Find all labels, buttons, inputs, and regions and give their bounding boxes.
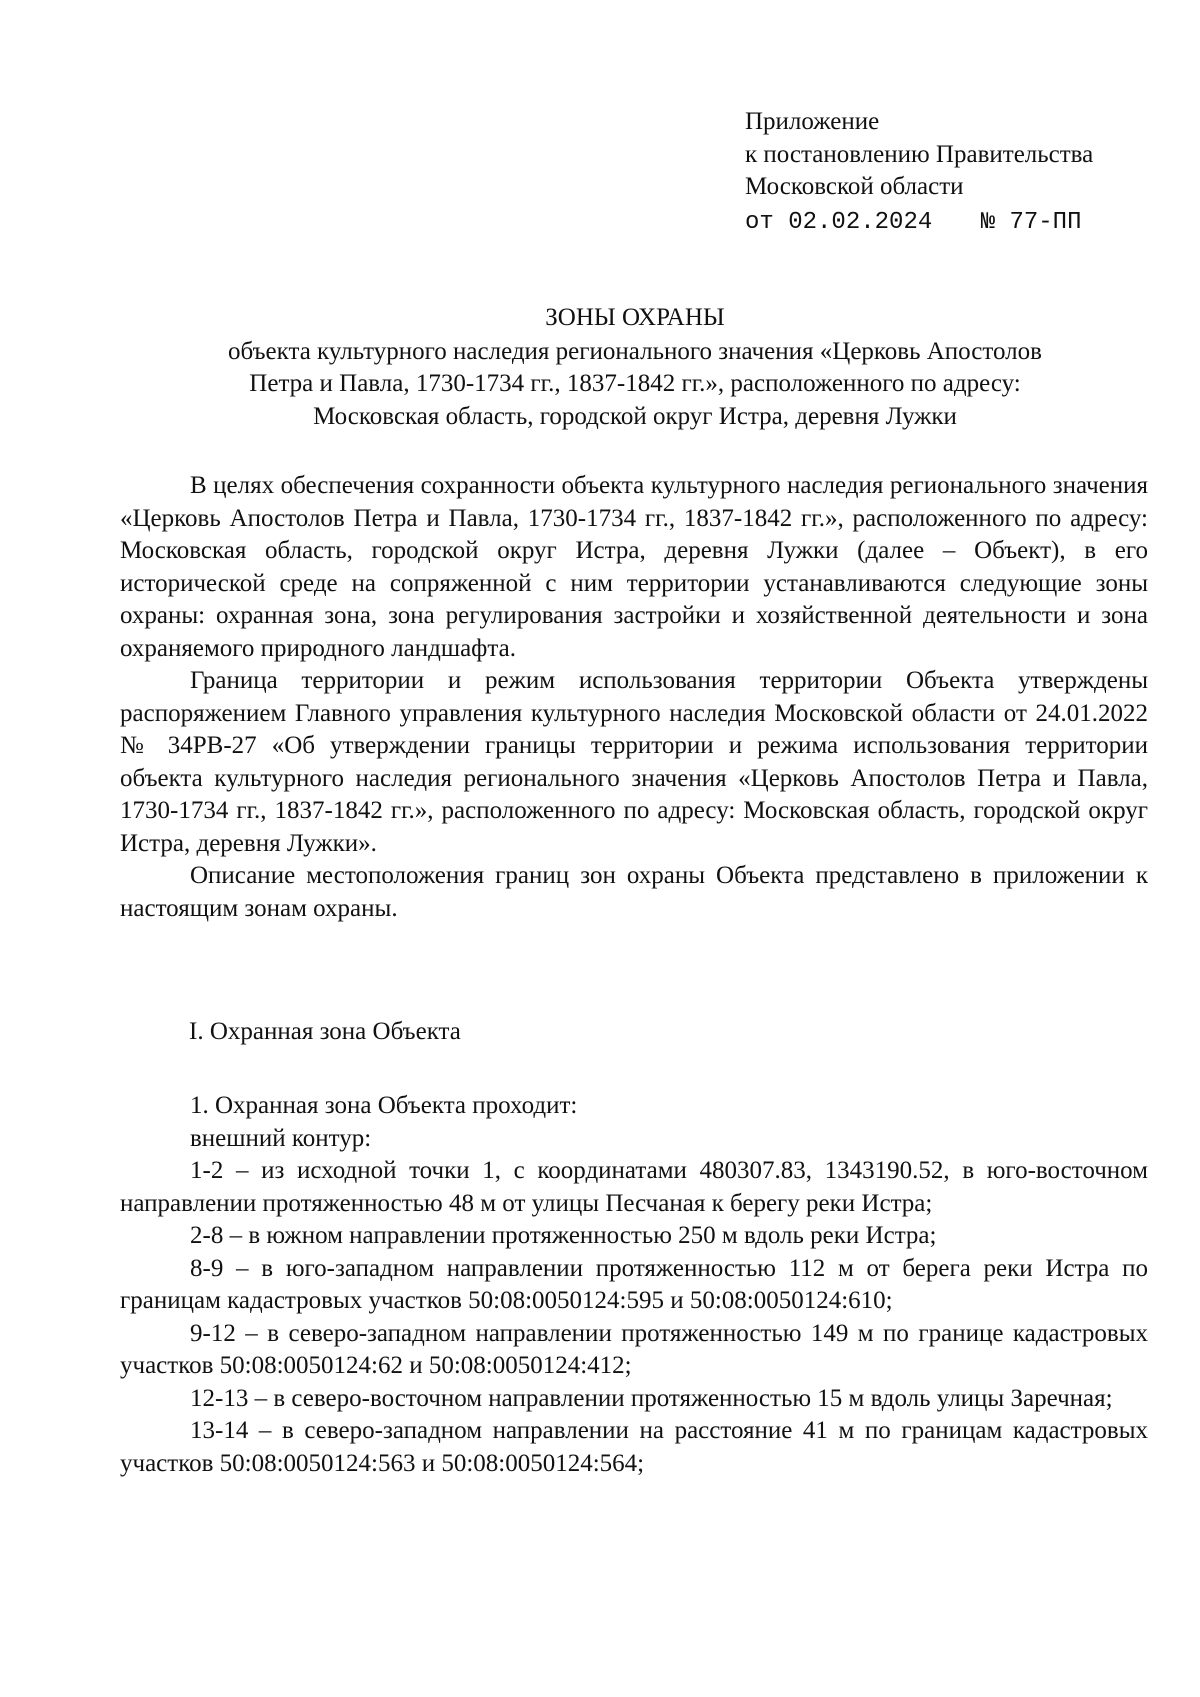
appendix-line-3: Московской области <box>745 173 964 200</box>
document-number: 77-ПП <box>1009 208 1082 236</box>
document-title: ЗОНЫ ОХРАНЫ <box>545 304 725 331</box>
boundary-segment: 13-14 – в северо-западном направлении на расстояние 41 м по границам кадастровых участков 50:08:0050124:563 и 50:08:0050124:564; <box>120 1417 1148 1477</box>
number-sign: № <box>980 208 996 236</box>
body-text <box>120 470 1148 925</box>
date-prefix: от <box>745 208 774 236</box>
boundary-segment: 9-12 – в северо-западном направлении протяженностью 149 м по границе кадастровых участков 50:08:0050124:62 и 50:08:0050124:412; <box>120 1319 1148 1379</box>
paragraph: В целях обеспечения сохранности объекта культурного наследия регионального значения «Церковь Апостолов Петра и Павла, 1730-1734 гг., 1837-1842 гг.», расположенного по адресу: Московская область, городской округ Истра, деревня Лужки (далее – Объект), в его исторической среде на сопряженной с ним территории устанавливаются следующие зоны охраны: охранная зона, зона регулирования застройки и хозяйственной деятельности и зона охраняемого природного ландшафта. <box>120 472 1148 662</box>
paragraph: Описание местоположения границ зон охраны Объекта представлено в приложении к настоящим зонам охраны. <box>120 862 1148 922</box>
subtitle-line-2: Петра и Павла, 1730-1734 гг., 1837-1842 гг.», расположенного по адресу: <box>249 370 1021 397</box>
boundary-segment: 8-9 – в юго-западном направлении протяженностью 112 м от берега реки Истра по границам кадастровых участков 50:08:0050124:595 и 50:08:0050124:610; <box>120 1254 1148 1314</box>
appendix-line-1: Приложение <box>745 108 880 135</box>
boundary-list <box>120 1090 1148 1480</box>
title-block <box>120 302 1150 433</box>
document-date: 02.02.2024 <box>788 208 933 236</box>
boundary-segment: 2-8 – в южном направлении протяженностью 250 м вдоль реки Истра; <box>190 1222 937 1249</box>
boundary-segment: 1-2 – из исходной точки 1, с координатами 480307.83, 1343190.52, в юго-восточном направлении протяженностью 48 м от улицы Песчаная к берегу реки Истра; <box>120 1157 1148 1217</box>
contour-label: внешний контур: <box>190 1124 372 1152</box>
section-heading: I. Охранная зона Объекта <box>189 1018 461 1045</box>
subtitle-line-1: объекта культурного наследия регионального значения «Церковь Апостолов <box>228 337 1042 365</box>
subtitle-line-3: Московская область, городской округ Истра, деревня Лужки <box>313 402 957 430</box>
paragraph: Граница территории и режим использования территории Объекта утверждены распоряжением Главного управления культурного наследия Московской области от 24.01.2022 № 34РВ-27 «Об утверждении границы территории и режима использования территории объекта культурного наследия регионального значения «Церковь Апостолов Петра и Павла, 1730-1734 гг., 1837-1842 гг.», расположенного по адресу: Московская область, городской округ Истра, деревня Лужки». <box>120 667 1148 857</box>
appendix-line-2: к постановлению Правительства <box>745 140 1094 168</box>
appendix-header <box>745 106 1093 239</box>
boundary-segment: 12-13 – в северо-восточном направлении протяженностью 15 м вдоль улицы Заречная; <box>190 1384 1113 1412</box>
appendix-dateline <box>745 207 1093 240</box>
list-item-1: 1. Охранная зона Объекта проходит: <box>190 1092 578 1119</box>
